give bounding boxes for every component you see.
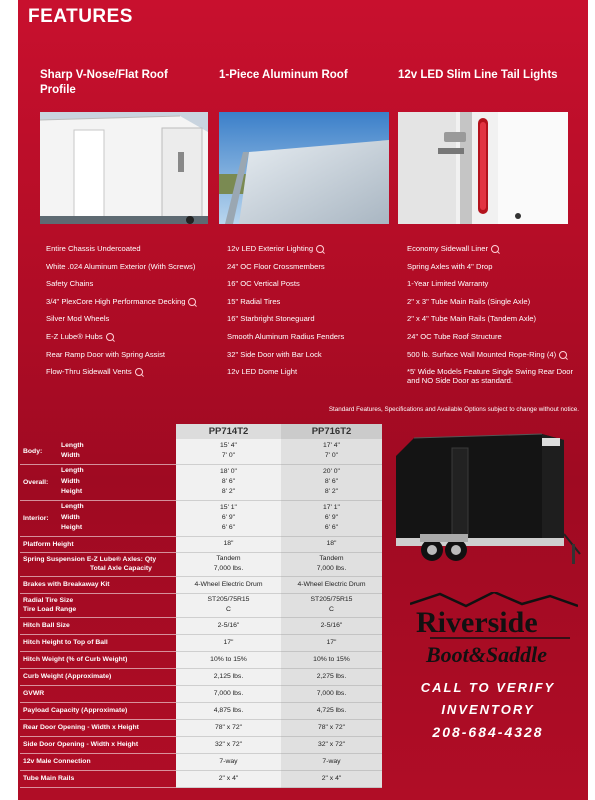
feature-item-text: 500 lb. Surface Wall Mounted Rope-Ring (4) [407,349,557,359]
spec-row [20,685,382,702]
spec-value-line: ST205/75R15 [310,596,353,603]
spec-row [20,634,382,651]
spec-label [20,719,176,736]
spec-label [20,736,176,753]
spec-value-line: 6' 9" [221,514,236,521]
feature-item-text: 24" OC Floor Crossmembers [227,261,325,271]
spec-label-text: Hitch Height to Top of Ball [23,639,108,646]
spec-value-model2 [281,719,382,736]
spec-value-line: Tandem [319,555,344,562]
feature-item [407,297,579,315]
spec-value-line: ST205/75R15 [207,596,250,603]
spec-value-model1 [176,500,281,536]
spec-value-model1 [176,464,281,500]
spec-label-text: Spring Suspension E-Z Lube® Axles: Qty [23,556,157,563]
feature-item-text: Economy Sidewall Liner [407,244,489,253]
spec-value-model2 [281,651,382,668]
spec-value-line: 2-5/16" [217,621,240,629]
spec-value-model2 [281,753,382,770]
feature-item-text: 12v LED Dome Light [227,367,298,377]
feature-item [407,244,579,262]
feature-item-text: 32" Side Door with Bar Lock [227,349,322,359]
feature-item-text: Smooth Aluminum Radius Fenders [227,331,345,341]
spec-label [20,770,176,787]
feature-item [407,314,579,332]
feature-item [407,332,579,350]
feature-item [46,367,226,385]
spec-label-text: GVWR [23,690,45,697]
spec-value-line: 4-Wheel Electric Drum [297,580,366,588]
spec-value-line: 2,125 lbs. [213,672,244,680]
spec-value-model1 [176,685,281,702]
feature-item-text: Entire Chassis Undercoated [46,244,141,253]
spec-row [20,500,382,536]
spec-value-line: 17' 4" [323,442,340,450]
spec-value-model2 [281,464,382,500]
spec-value-line: 8' 6" [324,478,339,485]
spec-value-line: 8' 2" [221,488,236,495]
spec-value-line: 7-way [322,757,341,765]
spec-label-text: Rear Door Opening - Width x Height [23,724,139,731]
magnify-icon[interactable] [316,245,324,253]
spec-label [20,651,176,668]
spec-row [20,719,382,736]
feature-item-text: 24" OC Tube Roof Structure [407,331,502,341]
spec-value-line: 8' 6" [221,478,236,485]
spec-label [20,536,176,552]
spec-value-model2 [281,617,382,634]
spec-label-text-2: Tire Load Range [23,606,77,613]
spec-label [20,685,176,702]
spec-value-model2 [281,685,382,702]
feature-item [407,367,579,385]
spec-value-line: 2" x 4" [218,774,239,782]
feature-heading-nose: Sharp V-Nose/Flat Roof Profile [40,69,168,96]
feature-item-text: Safety Chains [46,279,94,289]
spec-value-line: 4-Wheel Electric Drum [194,580,263,588]
feature-list-3 [407,244,579,385]
spec-value-model2 [281,668,382,685]
feature-item [227,332,407,350]
spec-value-line: 15' 1" [220,504,237,511]
spec-value-line: 4,725 lbs. [316,706,347,714]
spec-row [20,576,382,593]
spec-value-line: 32" x 72" [214,740,243,748]
spec-value-line: 2-5/16" [320,621,343,629]
magnify-icon[interactable] [188,298,196,306]
spec-row [20,770,382,787]
spec-row [20,536,382,552]
spec-value-model2 [281,770,382,787]
spec-label [20,576,176,593]
spec-value-line: 20' 0" [323,468,340,475]
spec-value-line: 8' 2" [324,488,339,495]
spec-row [20,702,382,719]
spec-label [20,439,176,464]
magnify-icon[interactable] [135,368,143,376]
feature-item [46,350,226,368]
nose-photo [40,112,208,224]
spec-sub-label: Length [61,503,84,511]
spec-row [20,668,382,685]
spec-value-model1 [176,536,281,552]
spec-value-model1 [176,651,281,668]
feature-item [227,297,407,315]
disclaimer: Standard Features, Specifications and Available Options subject to change without notice. [328,406,579,413]
feature-item-text: Rear Ramp Door with Spring Assist [46,349,166,359]
feature-item-text: 12v LED Exterior Lighting [227,244,314,253]
spec-value-line: 6' 6" [324,524,339,531]
spec-label [20,617,176,634]
spec-value-line: C [226,606,231,613]
dealer-phone[interactable]: 208-684-4328 [432,724,544,740]
feature-heading-taillights: 12v LED Slim Line Tail Lights [398,69,558,81]
spec-value-model1 [176,593,281,617]
feature-item [227,367,407,385]
spec-sub-label: Length [61,467,84,475]
spec-sub-label: Height [61,488,83,496]
feature-item-text: 1-Year Limited Warranty [407,279,489,289]
spec-label [20,634,176,651]
feature-item-text: 2" x 4" Tube Main Rails (Tandem Axle) [407,314,537,324]
feature-item [46,297,226,315]
spec-value-line: 7' 0" [221,452,236,460]
spec-value-model1 [176,753,281,770]
spec-row [20,617,382,634]
spec-label [20,593,176,617]
spec-label-text: 12v Male Connection [23,758,91,765]
spec-value-model1 [176,736,281,753]
spec-value-model2 [281,576,382,593]
spec-value-line: 18" [223,540,234,547]
spec-value-model2 [281,634,382,651]
spec-value-model1 [176,576,281,593]
feature-list-2 [227,244,407,385]
feature-item [46,262,226,280]
spec-value-line: 32" x 72" [317,740,346,748]
spec-sub-label: Width [61,452,80,460]
feature-item [407,350,579,368]
feature-item-text: Silver Mod Wheels [46,314,110,324]
feature-item [407,262,579,280]
spec-label [20,668,176,685]
spec-value-model1 [176,634,281,651]
dealer-logo [410,592,578,672]
spec-label-text: Side Door Opening - Width x Height [23,741,139,748]
feature-item-text: Spring Axles with 4" Drop [407,261,493,271]
feature-item-text: *5' Wide Models Feature Single Swing Rear Door and NO Side Door as standard. [407,367,574,386]
spec-value-line: 2,275 lbs. [316,672,347,680]
spec-value-model2 [281,500,382,536]
feature-item [227,279,407,297]
feature-item [227,314,407,332]
feature-item [407,279,579,297]
svg-text:Boot&Saddle: Boot&Saddle [426,642,548,667]
spec-label-text-2: Total Axle Capacity [90,565,152,572]
spec-row [20,651,382,668]
spec-value-model2 [281,702,382,719]
spec-row [20,552,382,576]
feature-item [227,350,407,368]
feature-item-text: White .024 Aluminum Exterior (With Screws) [46,261,196,271]
spec-value-model2 [281,736,382,753]
page-title: FEATURES [28,6,133,27]
spec-value-line: 17" [223,638,234,646]
spec-label-text: Platform Height [23,540,74,548]
spec-value-line: Tandem [216,555,241,562]
feature-item-text: E-Z Lube® Hubs [46,331,103,341]
feature-item [46,332,226,350]
roof-photo [219,112,389,224]
spec-value-model2 [281,593,382,617]
spec-value-line: 2" x 4" [321,774,342,782]
spec-row [20,439,382,464]
feature-item-text: 16" Starbright Stoneguard [227,314,315,324]
spec-row [20,593,382,617]
spec-label-text: Brakes with Breakaway Kit [23,581,110,588]
spec-value-model2 [281,439,382,464]
spec-value-line: 7' 0" [324,452,339,460]
feature-item-text: 3/4" PlexCore High Performance Decking [46,296,186,306]
spec-value-line: 7,000 lbs. [213,689,244,697]
taillight-photo [398,112,568,224]
spec-group-label: Overall: [23,478,49,486]
spec-value-line: 7-way [219,757,238,765]
spec-value-line: 17" [326,638,337,646]
spec-group-label: Interior: [23,514,49,522]
spec-value-line: 7,000 lbs. [316,689,347,697]
magnify-icon[interactable] [491,245,499,253]
spec-label [20,500,176,536]
spec-value-model1 [176,617,281,634]
spec-label-text: Curb Weight (Approximate) [23,673,112,680]
spec-value-line: 7,000 lbs. [213,565,244,572]
spec-label-text: Hitch Ball Size [23,622,70,629]
spec-value-model2 [281,552,382,576]
spec-value-line: 78" x 72" [214,723,243,731]
feature-item [46,279,226,297]
spec-value-line: 18" [326,540,337,547]
spec-group-label: Body: [23,447,43,455]
cta-inventory: INVENTORY [441,702,535,717]
spec-value-model1 [176,552,281,576]
spec-value-model1 [176,702,281,719]
spec-value-line: 6' 6" [221,524,236,531]
feature-item-text: 2" x 3" Tube Main Rails (Single Axle) [407,296,531,306]
spec-label-text: Tube Main Rails [23,775,75,782]
spec-row [20,753,382,770]
cta-call: CALL TO VERIFY [420,680,556,695]
spec-sub-label: Height [61,524,83,532]
spec-value-line: 10% to 15% [313,655,350,663]
spec-sub-label: Length [61,441,84,449]
spec-value-line: 4,875 lbs. [213,706,244,714]
spec-label [20,552,176,576]
spec-value-model1 [176,719,281,736]
magnify-icon[interactable] [106,333,114,341]
feature-list-1 [46,244,226,385]
specs-corner [20,424,176,439]
spec-label [20,464,176,500]
spec-value-model1 [176,770,281,787]
feature-item-text: 15" Radial Tires [227,296,281,306]
trailer-photo [392,426,584,576]
spec-value-model1 [176,668,281,685]
spec-label [20,702,176,719]
model-header-1: PP714T2 [176,424,281,439]
feature-heading-roof: 1-Piece Aluminum Roof [219,69,348,81]
feature-item [46,244,226,262]
feature-item-text: 16" OC Vertical Posts [227,279,300,289]
spec-value-line: 10% to 15% [210,655,247,663]
spec-sub-label: Width [61,477,80,485]
spec-value-line: 7,000 lbs. [316,565,347,572]
magnify-icon[interactable] [559,351,567,359]
spec-label-text: Hitch Weight (% of Curb Weight) [23,656,128,663]
spec-sub-label: Width [61,513,80,521]
spec-value-line: 6' 9" [324,514,339,521]
feature-item-text: Flow-Thru Sidewall Vents [46,367,132,377]
spec-value-line: 17' 1" [323,504,340,511]
feature-item [227,244,407,262]
spec-value-model2 [281,536,382,552]
spec-value-line: 78" x 72" [317,723,346,731]
spec-label [20,753,176,770]
svg-text:Riverside: Riverside [416,606,538,639]
spec-value-line: 18' 0" [220,468,237,475]
spec-row [20,736,382,753]
spec-row [20,464,382,500]
spec-label-text: Radial Tire Size [23,597,74,604]
feature-item [46,314,226,332]
spec-value-model1 [176,439,281,464]
feature-item [227,262,407,280]
spec-value-line: 15' 4" [220,442,237,450]
spec-label-text: Payload Capacity (Approximate) [23,707,128,714]
spec-value-line: C [329,606,334,613]
specs-table [20,424,382,788]
model-header-2: PP716T2 [281,424,382,439]
